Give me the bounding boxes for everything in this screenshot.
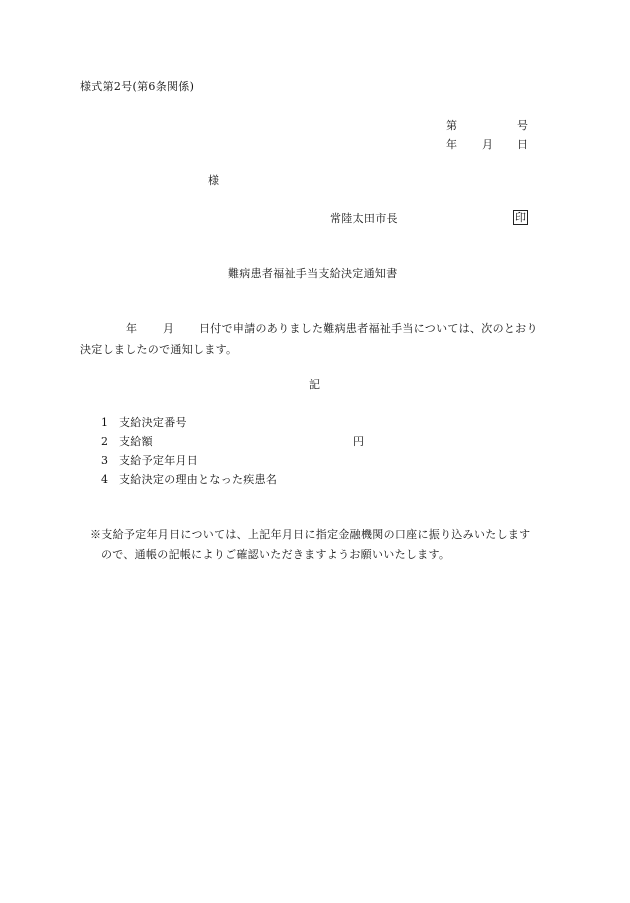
date-day: 日 (517, 138, 529, 151)
item-number: 1 (101, 416, 109, 429)
body-line1: 日付で申請のありました難病患者福祉手当については、次のとおり (199, 322, 538, 335)
item-number: 3 (101, 454, 109, 467)
form-reference: 様式第2号(第6条関係) (80, 80, 195, 93)
body-month: 月 (163, 322, 175, 335)
ki-heading: 記 (309, 378, 321, 391)
item-number: 2 (101, 435, 109, 448)
number-prefix: 第 (446, 119, 458, 132)
document-title: 難病患者福祉手当支給決定通知書 (228, 267, 398, 280)
date-year: 年 (446, 138, 458, 151)
addressee-suffix: 様 (208, 174, 220, 187)
note-line1: ※支給予定年月日については、上記年月日に指定金融機関の口座に振り込みいたします (90, 528, 531, 541)
body-year: 年 (126, 322, 138, 335)
note-line2: ので、通帳の記帳によりご確認いただきますようお願いいたします。 (101, 548, 451, 561)
item-label: 支給決定番号 (119, 416, 187, 429)
seal-stamp: 印 (515, 211, 526, 224)
body-line2: 決定しましたので通知します。 (80, 343, 238, 356)
date-month: 月 (482, 138, 494, 151)
item-number: 4 (101, 473, 109, 486)
issuer-name: 常陸太田市長 (330, 212, 398, 225)
number-suffix: 号 (517, 119, 529, 132)
amount-unit: 円 (353, 435, 365, 448)
item-label: 支給額 (119, 435, 153, 448)
item-label: 支給予定年月日 (119, 454, 199, 467)
item-label: 支給決定の理由となった疾患名 (119, 473, 278, 486)
